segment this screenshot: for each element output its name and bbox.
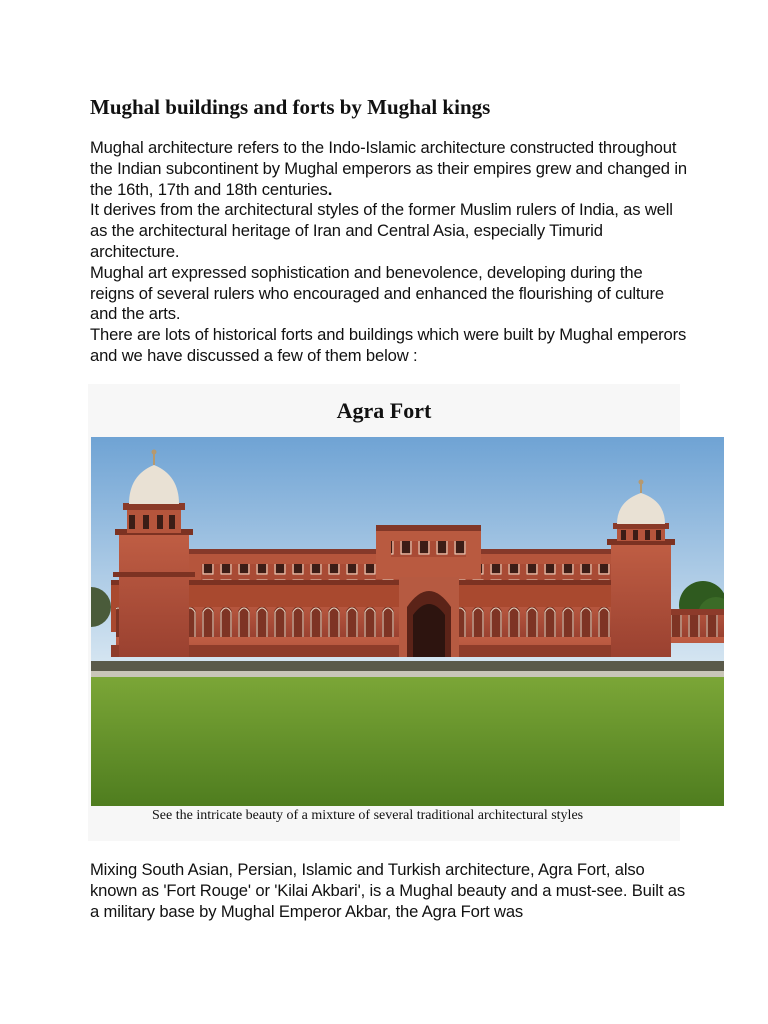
intro-paragraph-4: There are lots of historical forts and buildings which were built by Mughal emperors and we have discussed a few of them below : bbox=[90, 325, 687, 365]
page-title: Mughal buildings and forts by Mughal kings bbox=[90, 95, 491, 119]
intro-paragraph-2: It derives from the architectural styles of the former Muslim rulers of India, as well as the architectural heritage of Iran and Central Asia, especially Timurid architecture. bbox=[90, 200, 673, 261]
figure-heading: Agra Fort bbox=[336, 397, 432, 423]
agra-fort-photo bbox=[91, 437, 724, 806]
body-paragraph: Mixing South Asian, Persian, Islamic and Turkish architecture, Agra Fort, also known as 'Fort Rouge' or 'Kilai Akbari', is a Mughal beauty and a must-see. Built as a military base by Mughal Emperor Akbar, the Agra Fort was bbox=[90, 860, 685, 921]
intro-paragraph-1: Mughal architecture refers to the Indo-Islamic architecture constructed throughout the Indian subcontinent by Mughal emperors as their empires grew and changed in the 16th, 17th and 18th centuries. bbox=[90, 138, 687, 199]
lawn bbox=[91, 677, 724, 806]
intro-section bbox=[90, 138, 690, 367]
figure-caption: See the intricate beauty of a mixture of several traditional architectural styles bbox=[88, 806, 680, 841]
intro-paragraph-3: Mughal art expressed sophistication and benevolence, developing during the reigns of several rulers who encouraged and enhanced the flourishing of culture and the arts. bbox=[90, 262, 664, 324]
